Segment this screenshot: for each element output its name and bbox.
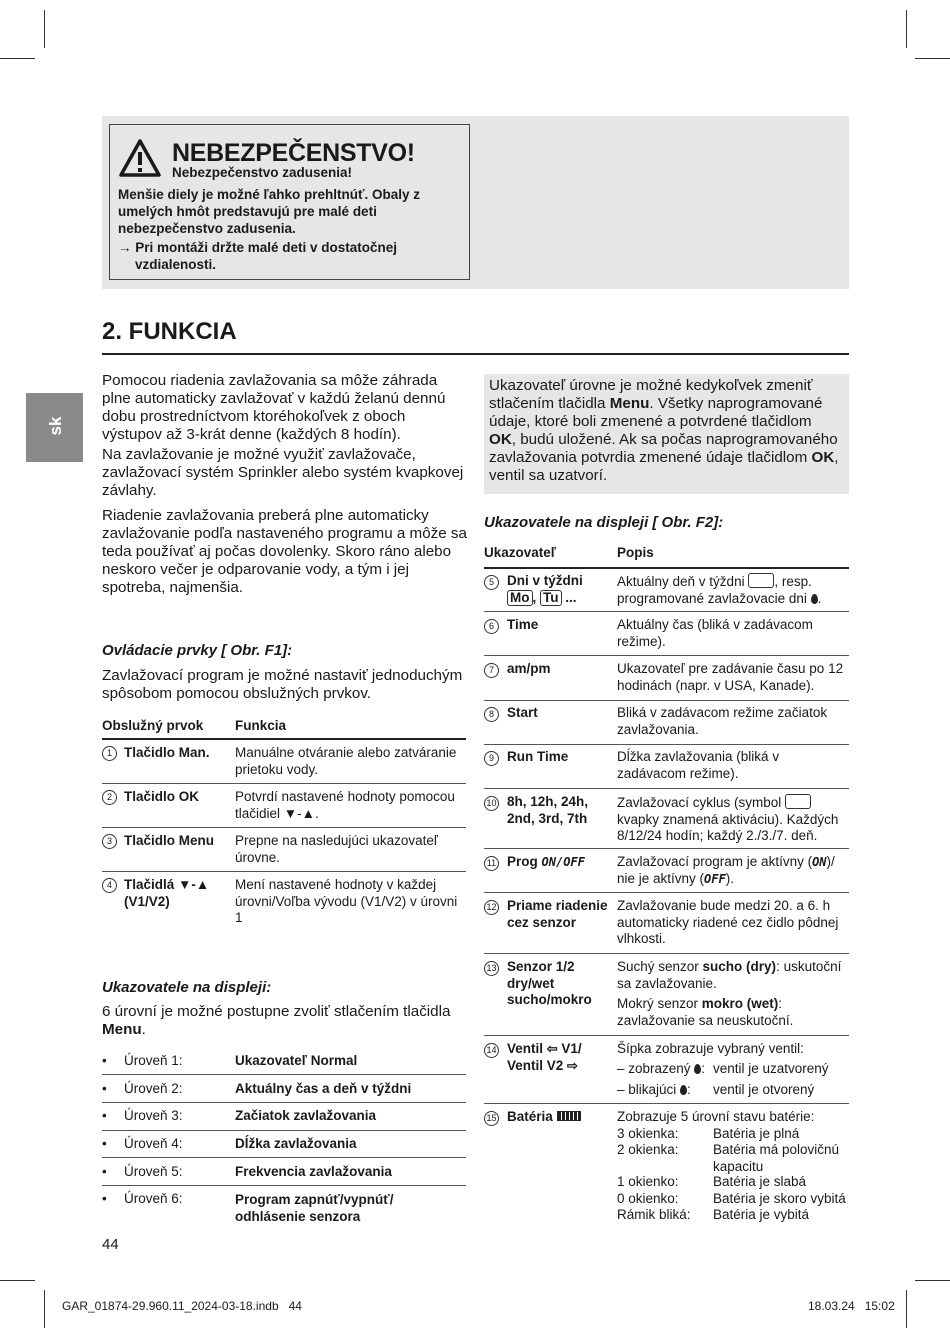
seg-on-label: ON: [541, 855, 556, 869]
section-title: 2. FUNKCIA: [102, 318, 237, 345]
table-rule: [484, 567, 849, 569]
indicator-name: 8h, 12h, 24h, 2nd, 3rd, 7th: [507, 794, 589, 826]
battery-state-value: Batéria má polovičnú kapacitu: [713, 1142, 840, 1174]
info-text-3: . Všetky naprogramované údaje, ktoré boli zmenené a potvrdené tlačidlom: [489, 395, 823, 430]
callout-number: 3: [102, 834, 117, 849]
seg-off-label: OFF: [563, 855, 585, 869]
table-rule: [484, 655, 849, 656]
battery-state-key: 1 okienko:: [617, 1174, 679, 1189]
table-rule: [484, 744, 849, 745]
callout-number: 10: [484, 796, 499, 811]
callout-number: 8: [484, 707, 499, 722]
desc-part: – zobrazený: [617, 1061, 695, 1076]
level-name: Začiatok zavlažovania: [235, 1108, 377, 1123]
level-label: Úroveň 5:: [124, 1164, 183, 1179]
table-rule: [102, 1185, 466, 1186]
level-name: Program zapnúť/vypnúť/ odhlásenie senzora: [235, 1192, 394, 1224]
indicator-desc: Aktuálny čas (bliká v zadávacom režime).: [617, 617, 813, 649]
bullet: •: [102, 1136, 107, 1151]
seg-off-label: OFF: [704, 871, 726, 886]
language-tab: [26, 393, 83, 462]
indicator-name: Start: [507, 705, 538, 720]
table-rule: [102, 1157, 466, 1158]
table-rule: [102, 783, 466, 784]
water-drop-icon: [680, 1085, 687, 1095]
footer-date: 18.03.24 15:02: [808, 1299, 895, 1313]
language-tab-label: sk: [46, 416, 65, 436]
desc-part: )/ nie je aktívny (: [617, 854, 835, 886]
indicator-desc: [617, 794, 849, 845]
comma: ,: [532, 589, 537, 605]
valve-v1-label: V1/: [557, 1041, 582, 1056]
battery-state-value: Batéria je slabá: [713, 1174, 807, 1189]
indicator-desc: Šípka zobrazuje vybraný ventil:: [617, 1041, 804, 1056]
info-text-menu: Menu: [609, 395, 650, 412]
crop-mark: [44, 10, 45, 48]
info-text-ok: OK: [489, 431, 512, 448]
indicator-name: Senzor 1/2 dry/wet sucho/mokro: [507, 959, 592, 1007]
table-rule: [102, 738, 466, 740]
callout-number: 6: [484, 619, 499, 634]
valve-state-closed: ventil je uzatvorený: [713, 1061, 829, 1076]
indicator-desc: Ukazovateľ pre zadávanie času po 12 hodinách (napr. v USA, Kanade).: [617, 661, 844, 693]
indicator-desc: [617, 854, 849, 887]
battery-state-key: 3 okienka:: [617, 1126, 679, 1141]
level-label: Úroveň 2:: [124, 1081, 183, 1096]
callout-number: 7: [484, 663, 499, 678]
control-name: Tlačidlo Man.: [124, 745, 210, 760]
bullet: •: [102, 1191, 107, 1206]
day-tu-label: Tu: [540, 590, 562, 606]
desc-part: Zavlažovací cyklus (symbol: [617, 795, 786, 810]
seg-on-label: ON: [812, 855, 827, 869]
indicator-name: [507, 854, 615, 871]
crop-mark: [915, 58, 950, 59]
battery-state-value: Batéria je plná: [713, 1126, 800, 1141]
level-label: Úroveň 6:: [124, 1191, 183, 1206]
callout-number: 14: [484, 1043, 499, 1058]
indicator-desc: Zobrazuje 5 úrovní stavu batérie:: [617, 1109, 815, 1124]
level-label: Úroveň 1:: [124, 1053, 183, 1068]
indicator-desc-wet: [617, 996, 849, 1029]
callout-number: 9: [484, 751, 499, 766]
desc-part: :: [687, 1082, 691, 1097]
levels-text-a: 6 úrovní je možné postupne zvoliť stlačením tlačidla: [102, 1003, 451, 1020]
valve-state-shown: [617, 1061, 705, 1078]
callout-number: 15: [484, 1111, 499, 1126]
indicator-desc: Bliká v zadávacom režime začiatok zavlažovania.: [617, 705, 828, 737]
arrow-right-icon: ⇨: [567, 1057, 578, 1073]
level-label: Úroveň 3:: [124, 1108, 183, 1123]
battery-state-value: Batéria je skoro vybitá: [713, 1191, 846, 1206]
ellipsis: ...: [561, 589, 577, 605]
bullet: •: [102, 1081, 107, 1096]
indicator-name: Run Time: [507, 749, 569, 764]
callout-number: 11: [484, 856, 499, 871]
table-rule: [484, 611, 849, 612]
crop-mark: [906, 10, 907, 48]
battery-state-key: 2 okienka:: [617, 1142, 679, 1157]
indicator-name-text: Ventil V2: [507, 1057, 568, 1073]
warning-title: NEBEZPEČENSTVO!: [172, 139, 415, 167]
battery-state-key: Rámik bliká:: [617, 1207, 691, 1222]
table-rule: [484, 848, 849, 849]
desc-part: Aktuálny deň v týždni: [617, 574, 749, 589]
indicator-desc: [617, 573, 849, 607]
level-name: Dĺžka zavlažovania: [235, 1136, 357, 1151]
indicator-name: [507, 573, 615, 606]
table-rule: [484, 700, 849, 701]
levels-text-c: .: [141, 1021, 146, 1038]
indicator-desc-dry: [617, 959, 849, 992]
callout-number: 13: [484, 961, 499, 976]
desc-part: Suchý senzor: [617, 959, 703, 974]
warning-action: → Pri montáži držte malé deti v dostatočnej vzdialenosti.: [118, 240, 398, 272]
control-name: Tlačidlo OK: [124, 789, 200, 804]
desc-part: – blikajúci: [617, 1082, 681, 1097]
level-name: Frekvencia zavlažovania: [235, 1164, 392, 1179]
table-rule: [484, 953, 849, 954]
callout-number: 1: [102, 746, 117, 761]
desc-part: .: [817, 590, 822, 606]
warning-subtitle: Nebezpečenstvo zadusenia!: [172, 165, 353, 180]
callout-number: 4: [102, 878, 117, 893]
indicator-name: Priame riadenie cez senzor: [507, 898, 608, 930]
indicator-name: [507, 1041, 615, 1074]
crop-mark: [915, 1280, 950, 1281]
indicator-name: [507, 1109, 615, 1126]
table-rule: [102, 1102, 466, 1103]
indicator-desc: Zavlažovanie bude medzi 20. a 6. h automaticky riadené cez čidlo pôdnej vlhkosti.: [617, 898, 839, 946]
day-frame-icon: [748, 573, 774, 588]
desc-part: ).: [725, 870, 734, 886]
levels-text: [102, 1003, 468, 1039]
desc-part: kvapky znamená aktiváciu). Každých 8/12/24 hodín; každý 2./3./7. deň.: [617, 811, 839, 843]
desc-part: : uskutoční sa zavlažovanie.: [617, 959, 842, 991]
control-desc: Manuálne otváranie alebo zatváranie prietoku vody.: [235, 745, 457, 777]
section-divider: [102, 353, 849, 355]
drop-frame-icon: [785, 794, 811, 809]
indicator-name-text: Dni v týždni: [507, 573, 583, 588]
level-name: Ukazovateľ Normal: [235, 1053, 358, 1068]
indicator-name: am/pm: [507, 661, 551, 676]
callout-number: 5: [484, 575, 499, 590]
intro-paragraph-1a: Pomocou riadenia zavlažovania sa môže záhrada plne automaticky zavlažovať v každú želanú dennú dobu prostredníctvom ktoréhokoľvek z oboch výstupov až 3-krát denne (každých 8 hodín).: [102, 372, 446, 443]
warning-triangle-icon: [118, 138, 162, 178]
crop-mark: [44, 1290, 45, 1328]
seg-slash: /: [555, 855, 564, 869]
bullet: •: [102, 1164, 107, 1179]
desc-part: , resp. programované zavlažovacie dni: [617, 574, 812, 606]
desc-part: : zavlažovanie sa neuskutoční.: [617, 996, 794, 1028]
desc-part: Mokrý senzor: [617, 996, 702, 1011]
info-box-text: [489, 377, 841, 485]
intro-paragraph-2: Riadenie zavlažovania preberá plne automaticky zavlažovanie podľa nastaveného programu a môže sa teda používať aj počas dovolenky. Skoro ráno alebo neskoro večer je odparovanie vody, a tým i jej spotreba, najmenšia.: [102, 507, 467, 596]
display-heading: Ukazovatele na displeji [ Obr. F2]:: [484, 514, 724, 531]
footer-file: GAR_01874-29.960.11_2024-03-18.indb 44: [62, 1299, 302, 1313]
control-desc: Mení nastavené hodnoty v každej úrovni/Voľba vývodu (V1/V2) v úrovni 1: [235, 877, 458, 925]
levels-heading: Ukazovatele na displeji:: [102, 979, 272, 996]
table-rule: [484, 1103, 849, 1104]
indicator-name-text: Prog: [507, 854, 542, 869]
intro-paragraph-1b: Na zavlažovanie je možné využiť zavlažovače, zavlažovací systém Sprinkler alebo systém kvapkovej závlahy.: [102, 446, 464, 499]
bullet: •: [102, 1053, 107, 1068]
day-mo-label: Mo: [507, 590, 533, 606]
desc-part: Zavlažovací program je aktívny (: [617, 854, 813, 869]
indicator-name: Time: [507, 617, 539, 632]
info-text-ok: OK: [811, 449, 835, 466]
indicator-name-text: Ventil: [507, 1041, 547, 1056]
callout-number: 2: [102, 790, 117, 805]
controls-col-1: Obslužný prvok: [102, 718, 204, 733]
level-label: Úroveň 4:: [124, 1136, 183, 1151]
water-drop-icon: [811, 594, 818, 604]
battery-state-key: 0 okienko:: [617, 1191, 679, 1206]
controls-text: Zavlažovací program je možné nastaviť jednoduchým spôsobom pomocou obslužných prvkov.: [102, 667, 463, 702]
desc-bold: mokro (wet): [701, 996, 779, 1011]
arrow-left-icon: ⇦: [546, 1041, 558, 1056]
table-rule: [484, 788, 849, 789]
desc-bold: sucho (dry): [702, 959, 777, 974]
table-rule: [102, 1130, 466, 1131]
table-rule: [102, 871, 466, 872]
control-name: Tlačidlá ▼-▲ (V1/V2): [124, 877, 210, 909]
info-text-7: , ventil sa uzatvorí.: [489, 449, 839, 484]
callout-number: 12: [484, 900, 499, 915]
battery-state-value: Batéria je vybitá: [713, 1207, 810, 1222]
desc-part: :: [701, 1061, 706, 1076]
indicator-name-text: Batéria: [507, 1109, 557, 1124]
levels-text-menu: Menu: [102, 1021, 142, 1038]
control-desc: Prepne na nasledujúci ukazovateľ úrovne.: [235, 833, 438, 865]
display-col-2: Popis: [617, 545, 654, 560]
control-name: Tlačidlo Menu: [124, 833, 215, 848]
indicator-desc: Dĺžka zavlažovania (bliká v zadávacom režime).: [617, 749, 780, 781]
bullet: •: [102, 1108, 107, 1123]
info-text-5: , budú uložené. Ak sa počas naprogramovaného zavlažovania potvrdia zmenené údaje tlačidlom: [489, 431, 838, 466]
table-rule: [484, 892, 849, 893]
valve-state-open: ventil je otvorený: [713, 1082, 815, 1097]
warning-body: Menšie diely je možné ľahko prehltnúť. Obaly z umelých hmôt predstavujú pre malé deti nebezpečenstvo zadusenia.: [118, 187, 420, 236]
level-name: Aktuálny čas a deň v týždni: [235, 1081, 412, 1096]
battery-icon: [557, 1111, 581, 1121]
table-rule: [484, 1035, 849, 1036]
crop-mark: [0, 1280, 35, 1281]
crop-mark: [0, 58, 35, 59]
table-rule: [102, 827, 466, 828]
valve-state-blinking: [617, 1082, 691, 1099]
crop-mark: [906, 1290, 907, 1328]
table-rule: [102, 1074, 466, 1075]
info-text-1: Ukazovateľ úrovne je možné kedykoľvek zmeniť stlačením tlačidla: [489, 377, 813, 412]
page-number: 44: [102, 1236, 119, 1253]
controls-heading: Ovládacie prvky [ Obr. F1]:: [102, 642, 293, 659]
display-col-1: Ukazovateľ: [484, 545, 556, 560]
control-desc: Potvrdí nastavené hodnoty pomocou tlačidiel ▼-▲.: [235, 789, 455, 821]
controls-col-2: Funkcia: [235, 718, 287, 733]
